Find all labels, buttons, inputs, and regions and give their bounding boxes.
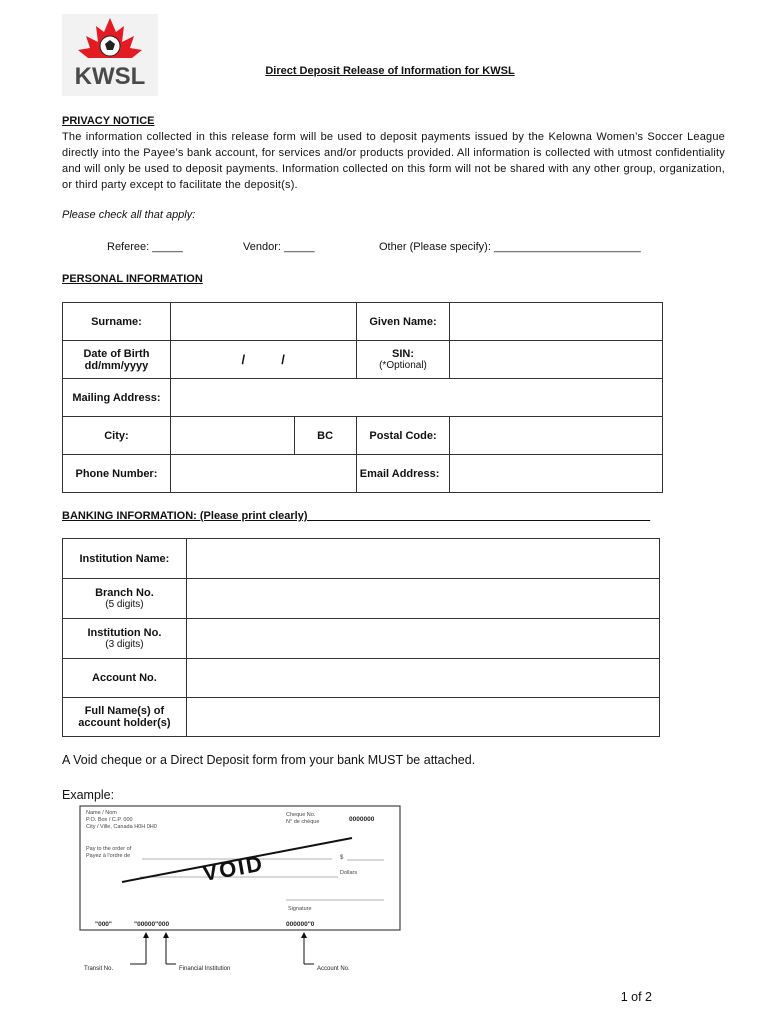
sin-label: SIN: (*Optional) xyxy=(356,341,450,379)
dob-field[interactable]: / / xyxy=(170,341,356,379)
vendor-option[interactable]: Vendor: _____ xyxy=(243,241,315,253)
phone-field[interactable] xyxy=(170,455,356,493)
document-title: Direct Deposit Release of Information for KWSL xyxy=(265,65,515,77)
personal-heading: PERSONAL INFORMATION xyxy=(62,273,203,285)
micr-transit: "000" xyxy=(95,921,113,928)
banking-info-table xyxy=(62,538,660,737)
privacy-heading: PRIVACY NOTICE xyxy=(62,115,155,127)
example-label: Example: xyxy=(62,788,115,802)
branch-field[interactable] xyxy=(186,579,659,619)
financial-institution-label: Financial Institution xyxy=(179,966,231,972)
institution-no-field[interactable] xyxy=(186,619,659,659)
institution-no-label: Institution No. (3 digits) xyxy=(63,619,187,659)
branch-label: Branch No. (5 digits) xyxy=(63,579,187,619)
surname-label: Surname: xyxy=(63,303,171,341)
dollar-sign: $ xyxy=(340,855,344,861)
void-cheque-note: A Void cheque or a Direct Deposit form from your bank MUST be attached. xyxy=(62,753,476,767)
postal-label: Postal Code: xyxy=(356,417,450,455)
other-option[interactable]: Other (Please specify): ________________________ xyxy=(379,241,641,253)
pay-to-label: Pay to the order of Payez à l'ordre de xyxy=(86,846,132,859)
banking-heading: BANKING INFORMATION: (Please print clearly)________________________________________________________ xyxy=(62,510,651,522)
mailing-field[interactable] xyxy=(170,379,662,417)
account-no-label: Account No. xyxy=(317,966,350,972)
personal-info-table xyxy=(62,302,663,493)
cheque-name-block: Name / Nom P.O. Box / C.P. 000 City / Ville, Canada H0H 0H0 xyxy=(86,810,157,830)
city-field[interactable] xyxy=(170,417,294,455)
account-field[interactable] xyxy=(186,659,659,698)
account-holder-label: Full Name(s) of account holder(s) xyxy=(63,698,187,737)
account-holder-field[interactable] xyxy=(186,698,659,737)
city-label: City: xyxy=(63,417,171,455)
page-number: 1 of 2 xyxy=(620,990,652,1004)
phone-label: Phone Number: xyxy=(63,455,171,493)
email-field[interactable] xyxy=(450,455,663,493)
institution-name-label: Institution Name: xyxy=(63,539,187,579)
postal-field[interactable] xyxy=(450,417,663,455)
signature-label: Signature xyxy=(288,906,312,912)
sin-field[interactable] xyxy=(450,341,663,379)
check-prompt: Please check all that apply: xyxy=(62,209,196,221)
micr-institution: "00000"000 xyxy=(134,921,170,928)
cheque-number: 0000000 xyxy=(349,816,375,823)
account-label: Account No. xyxy=(63,659,187,698)
kwsl-logo xyxy=(62,14,158,96)
micr-account: 000000"0 xyxy=(286,921,315,928)
mailing-label: Mailing Address: xyxy=(63,379,171,417)
cheque-number-label: Cheque No. N° de chèque xyxy=(286,812,320,825)
surname-field[interactable] xyxy=(170,303,356,341)
given-name-field[interactable] xyxy=(450,303,663,341)
institution-name-field[interactable] xyxy=(186,539,659,579)
referee-option[interactable]: Referee: _____ xyxy=(107,241,183,253)
svg-text:KWSL: KWSL xyxy=(74,63,146,90)
privacy-text: The information collected in this release form will be used to deposit payments issued by the Kelowna Women’s Soccer League directly into the Payee’s bank account, for services and/or products provided. All information is collected with utmost confidentiality and will only be used to deposit payments. Information collected on this form will not be shared with any other group, organization, or third party except to facilitate the deposit(s). xyxy=(62,131,725,191)
void-cheque-example xyxy=(62,804,422,979)
given-name-label: Given Name: xyxy=(356,303,450,341)
dob-label: Date of Birth dd/mm/yyyy xyxy=(63,341,171,379)
void-stamp: VOID xyxy=(200,850,266,886)
email-label: Email Address: xyxy=(356,455,450,493)
transit-label: Transit No. xyxy=(84,966,114,972)
province-label: BC xyxy=(294,417,356,455)
dollars-label: Dollars xyxy=(340,870,358,876)
